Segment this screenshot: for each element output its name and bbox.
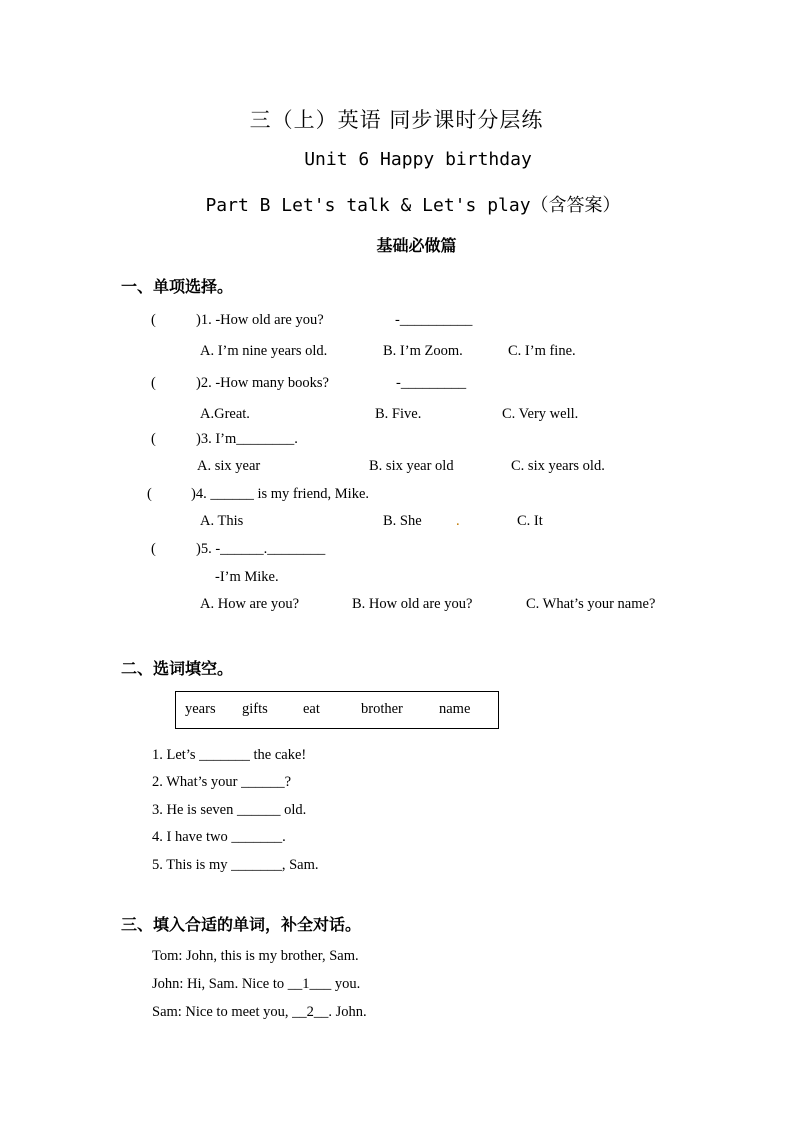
word-bank-item: gifts: [242, 701, 268, 717]
unit-title: Unit 6 Happy birthday: [304, 149, 532, 170]
dialogue-line: John: Hi, Sam. Nice to __1___ you.: [152, 976, 361, 992]
word-bank-item: eat: [303, 701, 320, 717]
word-bank-item: brother: [361, 701, 403, 717]
dialogue-line: Sam: Nice to meet you, __2__. John.: [152, 1004, 367, 1020]
answer-paren[interactable]: (: [151, 312, 156, 328]
option-a: A. I’m nine years old.: [200, 343, 328, 359]
question-stem: )5. -______.________: [196, 541, 326, 557]
option-c: C. It: [517, 513, 543, 529]
stray-mark: .: [456, 513, 460, 529]
option-c: C. What’s your name?: [526, 596, 656, 612]
question-stem: )4. ______ is my friend, Mike.: [191, 486, 370, 502]
fill-sentence: 1. Let’s _______ the cake!: [152, 747, 307, 763]
option-b: B. How old are you?: [352, 596, 473, 612]
option-a: A. How are you?: [200, 596, 300, 612]
word-bank: [175, 691, 499, 729]
question-stem: )3. I’m________.: [196, 431, 298, 447]
answer-paren[interactable]: (: [151, 541, 156, 557]
level-title: 基础必做篇: [376, 236, 457, 255]
option-a: A. This: [200, 513, 244, 529]
option-c: C. I’m fine.: [508, 343, 576, 359]
fill-sentence: 2. What’s your ______?: [152, 774, 292, 790]
dialogue-line: Tom: John, this is my brother, Sam.: [152, 948, 359, 964]
answer-blank[interactable]: -_________: [396, 375, 467, 391]
fill-sentence: 5. This is my _______, Sam.: [152, 857, 319, 873]
option-b: B. Five.: [375, 406, 422, 422]
question-stem: )2. -How many books?: [196, 375, 329, 391]
part-title: Part B Let's talk & Let's play（含答案）: [205, 195, 621, 216]
option-b: B. six year old: [369, 458, 454, 474]
worksheet-title: 三（上）英语 同步课时分层练: [249, 108, 544, 132]
fill-sentence: 4. I have two _______.: [152, 829, 286, 845]
section-heading-dialogue: 三、填入合适的单词，补全对话。: [121, 915, 362, 934]
option-c: C. six years old.: [511, 458, 605, 474]
answer-paren[interactable]: (: [151, 375, 156, 391]
option-b: B. I’m Zoom.: [383, 343, 463, 359]
section-heading-choice: 一、单项选择。: [121, 277, 234, 296]
question-stem: )1. -How old are you?: [196, 312, 324, 328]
section-heading-fill-words: 二、选词填空。: [121, 659, 234, 678]
option-b: B. She: [383, 513, 422, 529]
option-a: A.Great.: [200, 406, 250, 422]
word-bank-item: years: [185, 701, 216, 717]
option-a: A. six year: [197, 458, 261, 474]
option-c: C. Very well.: [502, 406, 579, 422]
dialogue-reply: -I’m Mike.: [215, 569, 279, 585]
answer-paren[interactable]: (: [151, 431, 156, 447]
fill-sentence: 3. He is seven ______ old.: [152, 802, 307, 818]
word-bank-item: name: [439, 701, 471, 717]
answer-blank[interactable]: -__________: [395, 312, 473, 328]
answer-paren[interactable]: (: [147, 486, 152, 502]
